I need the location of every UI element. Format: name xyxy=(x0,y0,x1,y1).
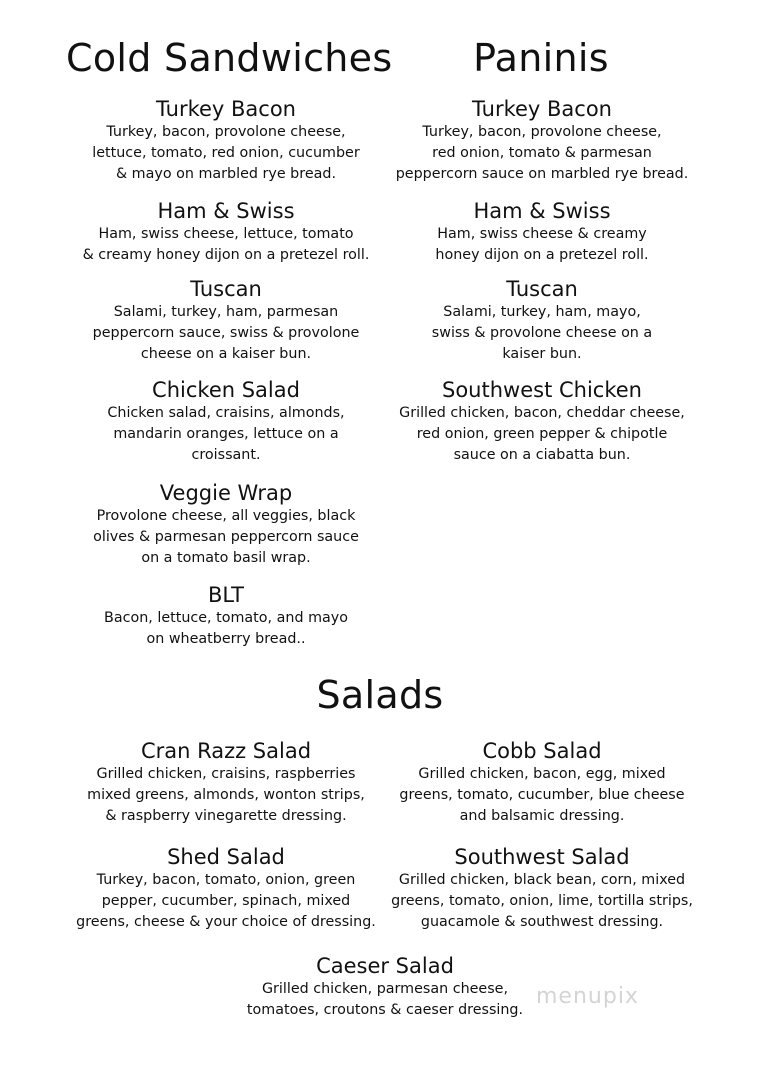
item-description: Salami, turkey, ham, mayo, swiss & provolone cheese on a kaiser bun. xyxy=(431,304,653,362)
menu-item-cold-blt xyxy=(70,582,382,650)
item-name: Southwest Chicken xyxy=(442,378,642,402)
menu-item-cold-chicken-salad xyxy=(70,377,382,466)
menu-item-salad-shed xyxy=(70,844,382,933)
item-name: Southwest Salad xyxy=(454,845,630,869)
item-name: Caeser Salad xyxy=(316,954,454,978)
item-name: Tuscan xyxy=(506,277,578,301)
item-name: Veggie Wrap xyxy=(159,481,293,505)
item-description: Turkey, bacon, tomato, onion, green pepper, cucumber, spinach, mixed greens, cheese & your choice of dressing. xyxy=(76,872,376,930)
item-description: Grilled chicken, black bean, corn, mixed greens, tomato, onion, lime, tortilla strips, guacamole & southwest dressing. xyxy=(391,872,693,930)
item-description: Grilled chicken, bacon, egg, mixed greens, tomato, cucumber, blue cheese and balsamic dressing. xyxy=(399,766,685,824)
menu-item-cold-turkey-bacon xyxy=(70,96,382,185)
menu-item-cold-ham-swiss xyxy=(70,198,382,266)
item-description: Chicken salad, craisins, almonds, mandarin oranges, lettuce on a croissant. xyxy=(107,405,345,463)
item-name: Chicken Salad xyxy=(152,378,300,402)
item-name: Cobb Salad xyxy=(482,739,602,763)
item-name: Turkey Bacon xyxy=(156,97,296,121)
item-name: Ham & Swiss xyxy=(473,199,611,223)
menu-item-cold-veggie-wrap xyxy=(70,480,382,569)
item-description: Grilled chicken, parmesan cheese, tomatoes, croutons & caeser dressing. xyxy=(246,981,524,1018)
menu-item-panini-tuscan xyxy=(390,276,694,365)
watermark: menupix xyxy=(536,984,639,1009)
menu-item-panini-southwest-chicken xyxy=(390,377,694,466)
menu-item-panini-turkey-bacon xyxy=(390,96,694,185)
item-description: Provolone cheese, all veggies, black olives & parmesan peppercorn sauce on a tomato basil wrap. xyxy=(93,508,359,566)
item-description: Bacon, lettuce, tomato, and mayo on wheatberry bread.. xyxy=(104,610,348,647)
item-name: Ham & Swiss xyxy=(157,199,295,223)
menu-item-panini-ham-swiss xyxy=(390,198,694,266)
item-description: Turkey, bacon, provolone cheese, red onion, tomato & parmesan peppercorn sauce on marbled rye bread. xyxy=(395,124,689,182)
item-description: Ham, swiss cheese & creamy honey dijon on a pretezel roll. xyxy=(435,226,649,263)
item-description: Salami, turkey, ham, parmesan peppercorn sauce, swiss & provolone cheese on a kaiser bun. xyxy=(92,304,360,362)
item-description: Grilled chicken, craisins, raspberries mixed greens, almonds, wonton strips, & raspberry vinegarette dressing. xyxy=(87,766,365,824)
item-name: Turkey Bacon xyxy=(472,97,612,121)
menu-item-salad-southwest xyxy=(390,844,694,933)
menu-item-salad-cran-razz xyxy=(70,738,382,827)
item-description: Ham, swiss cheese, lettuce, tomato & creamy honey dijon on a pretezel roll. xyxy=(82,226,370,263)
paninis-title: Paninis xyxy=(473,36,609,80)
item-name: BLT xyxy=(207,583,245,607)
cold-sandwiches-title: Cold Sandwiches xyxy=(66,36,393,80)
menu-item-salad-caeser xyxy=(230,953,540,1021)
item-name: Cran Razz Salad xyxy=(140,739,312,763)
item-description: Turkey, bacon, provolone cheese, lettuce, tomato, red onion, cucumber & mayo on marbled rye bread. xyxy=(92,124,360,182)
item-name: Tuscan xyxy=(190,277,262,301)
menu-item-cold-tuscan xyxy=(70,276,382,365)
menu-item-salad-cobb xyxy=(390,738,694,827)
item-description: Grilled chicken, bacon, cheddar cheese, red onion, green pepper & chipotle sauce on a ciabatta bun. xyxy=(399,405,685,463)
salads-title: Salads xyxy=(316,673,444,717)
item-name: Shed Salad xyxy=(167,845,285,869)
